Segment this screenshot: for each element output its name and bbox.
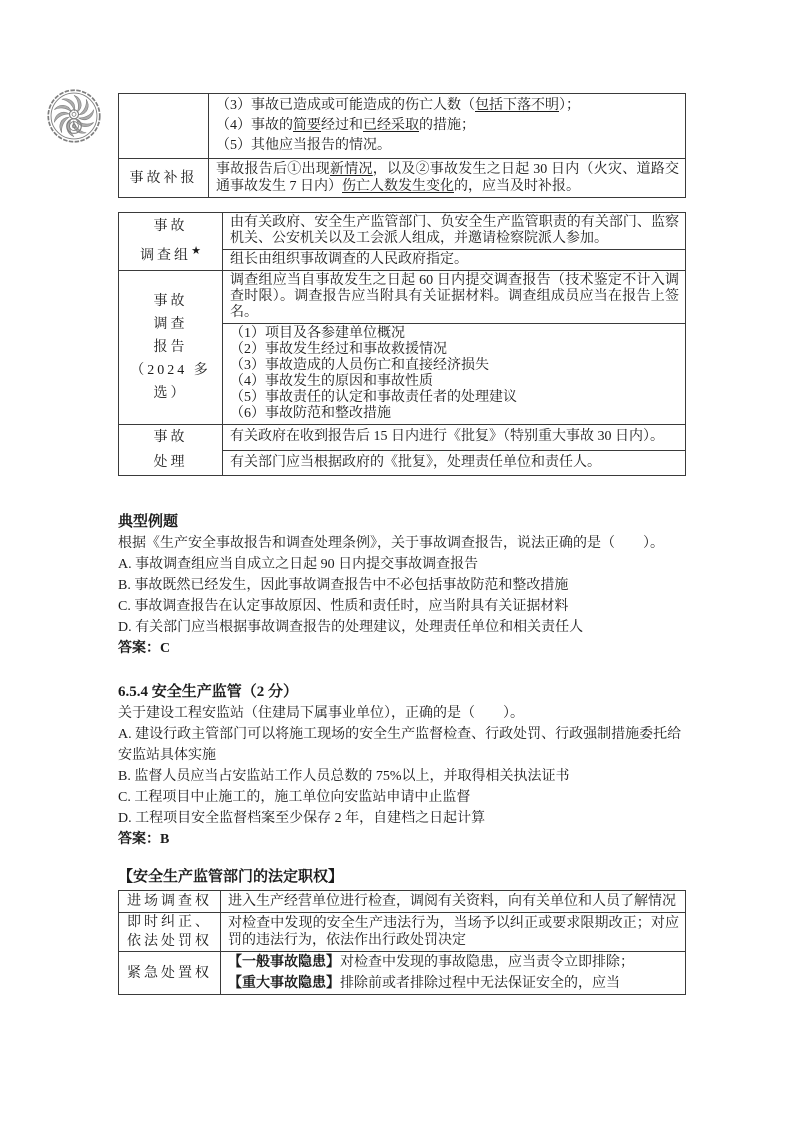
underlined-text: 包括下落不明 xyxy=(475,98,559,113)
text-segment: 的措施； xyxy=(419,118,475,133)
text-segment: 排除前或者排除过程中无法保证安全的，应当 xyxy=(340,976,620,991)
option-b: B. 事故既然已经发生，因此事故调查报告中不必包括事故防范和整改措施 xyxy=(118,578,569,593)
table-row xyxy=(119,891,686,913)
text-segment: （3）事故已造成或可能造成的伤亡人数（ xyxy=(216,98,475,113)
option-d: D. 工程项目安全监督档案至少保存 2 年，自建档之日起计算 xyxy=(118,811,486,826)
text-segment: 的，应当及时补报。 xyxy=(454,179,580,194)
row-header-investigation-team xyxy=(119,213,223,271)
supplementary-report-cell xyxy=(209,159,686,198)
row-header-accident-handling xyxy=(119,425,223,476)
table-row xyxy=(119,425,686,451)
report-deadline-cell: 调查组应当自事故发生之日起 60 日内提交调查报告（技术鉴定不计入调查时限）。调查报告应当附具有关证据材料。调查组成员应当在报告上签名。 xyxy=(223,271,686,324)
text-segment: 调查组 xyxy=(140,248,192,264)
text-segment: 对检查中发现的事故隐患，应当责令立即排除； xyxy=(340,955,634,970)
star-icon: ★ xyxy=(191,245,201,258)
underlined-text: 新情况 xyxy=(330,162,373,177)
underlined-text: 伤亡人数发生变化 xyxy=(342,179,454,194)
row-header-emergency-disposal: 紧急处置权 xyxy=(119,952,221,995)
list-item: （5）事故责任的认定和事故责任者的处理建议 xyxy=(230,390,517,405)
list-item: （1）项目及各参建单位概况 xyxy=(230,326,405,341)
question-text: 根据《生产安全事故报告和调查处理条例》，关于事故调查报告，说法正确的是（ ）。 xyxy=(118,536,664,551)
header-line: 事故 xyxy=(153,430,188,445)
table-row xyxy=(119,94,686,159)
section-6-5-4 xyxy=(118,681,690,850)
accident-report-items-table xyxy=(118,93,686,198)
option-b: B. 监督人员应当占安监站工作人员总数的 75%以上，并取得相关执法证书 xyxy=(118,769,570,784)
option-d: D. 有关部门应当根据事故调查报告的处理建议，处理责任单位和相关责任人 xyxy=(118,620,584,635)
report-item-3 xyxy=(216,96,679,116)
list-item: （3）事故造成的人员伤亡和直接经济损失 xyxy=(230,358,489,373)
correction-penalty-cell: 对检查中发现的安全生产违法行为，当场予以纠正或要求限期改正；对应罚的违法行为，依法作出行政处罚决定 xyxy=(221,913,686,952)
row-header-entry-investigation: 进场调查权 xyxy=(119,891,221,913)
underlined-text: 简要 xyxy=(293,118,321,133)
header-line: 报告 xyxy=(153,340,188,355)
text-segment: ）； xyxy=(559,98,580,113)
department-handling-cell: 有关部门应当根据政府的《批复》，处理责任单位和责任人。 xyxy=(223,450,686,476)
text-segment: 事故报告后①出现 xyxy=(216,162,330,177)
text-segment: （4）事故的 xyxy=(216,118,293,133)
list-item: （4）事故发生的原因和事故性质 xyxy=(230,374,433,389)
header-line: 事故 xyxy=(153,219,188,235)
report-contents-cell xyxy=(223,324,686,425)
table-row xyxy=(119,952,686,995)
powers-heading: 【安全生产监管部门的法定职权】 xyxy=(118,869,344,885)
team-composition-cell: 由有关政府、安全生产监管部门、负安全生产监管职责的有关部门、监察机关、公安机关以及工会派人组成，并邀请检察院派人参加。 xyxy=(223,213,686,250)
option-c: C. 工程项目中止施工的，施工单位向安监站申请中止监督 xyxy=(118,790,471,805)
text-segment: ，以及②事故发生之日起 30 日内（火灾、道路交通事故发生 7 日内） xyxy=(216,162,679,194)
header-line: 选） xyxy=(153,386,188,401)
table-row xyxy=(119,271,686,324)
header-line xyxy=(121,239,220,269)
header-line: 调查 xyxy=(153,317,188,332)
accident-investigation-table xyxy=(118,212,686,476)
text-segment: 经过和 xyxy=(321,118,363,133)
question-text: 关于建设工程安监站（住建局下属事业单位），正确的是（ ）。 xyxy=(118,706,524,721)
option-c: C. 事故调查报告在认定事故原因、性质和责任时，应当附具有关证据材料 xyxy=(118,599,569,614)
row-header-correction-penalty: 即时纠正、依法处罚权 xyxy=(119,913,221,952)
bold-label: 【重大事故隐患】 xyxy=(228,976,340,991)
entry-investigation-cell: 进入生产经营单位进行检查，调阅有关资料，向有关单位和人员了解情况 xyxy=(221,891,686,913)
government-approval-cell: 有关政府在收到报告后 15 日内进行《批复》（特别重大事故 30 日内）。 xyxy=(223,425,686,451)
major-hazard-paragraph xyxy=(228,975,679,992)
row-header-empty xyxy=(119,94,209,159)
option-a: A. 事故调查组应当自成立之日起 90 日内提交事故调查报告 xyxy=(118,557,479,572)
row-header-investigation-report xyxy=(119,271,223,425)
header-line: 处理 xyxy=(153,455,188,470)
emergency-disposal-cell xyxy=(221,952,686,995)
team-leader-cell: 组长由组织事故调查的人民政府指定。 xyxy=(223,250,686,271)
answer-text: 答案：C xyxy=(118,641,171,656)
answer-text: 答案：B xyxy=(118,832,170,847)
section-heading: 6.5.4 安全生产监管（2 分） xyxy=(118,684,299,700)
bold-label: 【一般事故隐患】 xyxy=(228,955,340,970)
pinwheel-badge-logo xyxy=(46,88,102,144)
header-line: （2024 多 xyxy=(130,363,211,378)
statutory-powers-table xyxy=(118,890,686,995)
list-item: （2）事故发生经过和事故救援情况 xyxy=(230,342,447,357)
header-line: 事故 xyxy=(153,294,188,309)
underlined-text: 已经采取 xyxy=(363,118,419,133)
example-title: 典型例题 xyxy=(118,514,179,530)
example-question-section xyxy=(118,511,690,659)
list-item: （6）事故防范和整改措施 xyxy=(230,406,391,421)
option-a: A. 建设行政主管部门可以将施工现场的安全生产监督检查、行政处罚、行政强制措施委托给安监站具体实施 xyxy=(118,727,682,763)
report-item-5: （5）其他应当报告的情况。 xyxy=(216,138,391,153)
general-hazard-paragraph xyxy=(228,954,679,971)
row-header-supplementary-report: 事故补报 xyxy=(119,159,209,198)
table-row xyxy=(119,913,686,952)
table-row xyxy=(119,213,686,250)
table-row xyxy=(119,159,686,198)
report-item-4 xyxy=(216,116,679,136)
report-items-cell xyxy=(209,94,686,159)
